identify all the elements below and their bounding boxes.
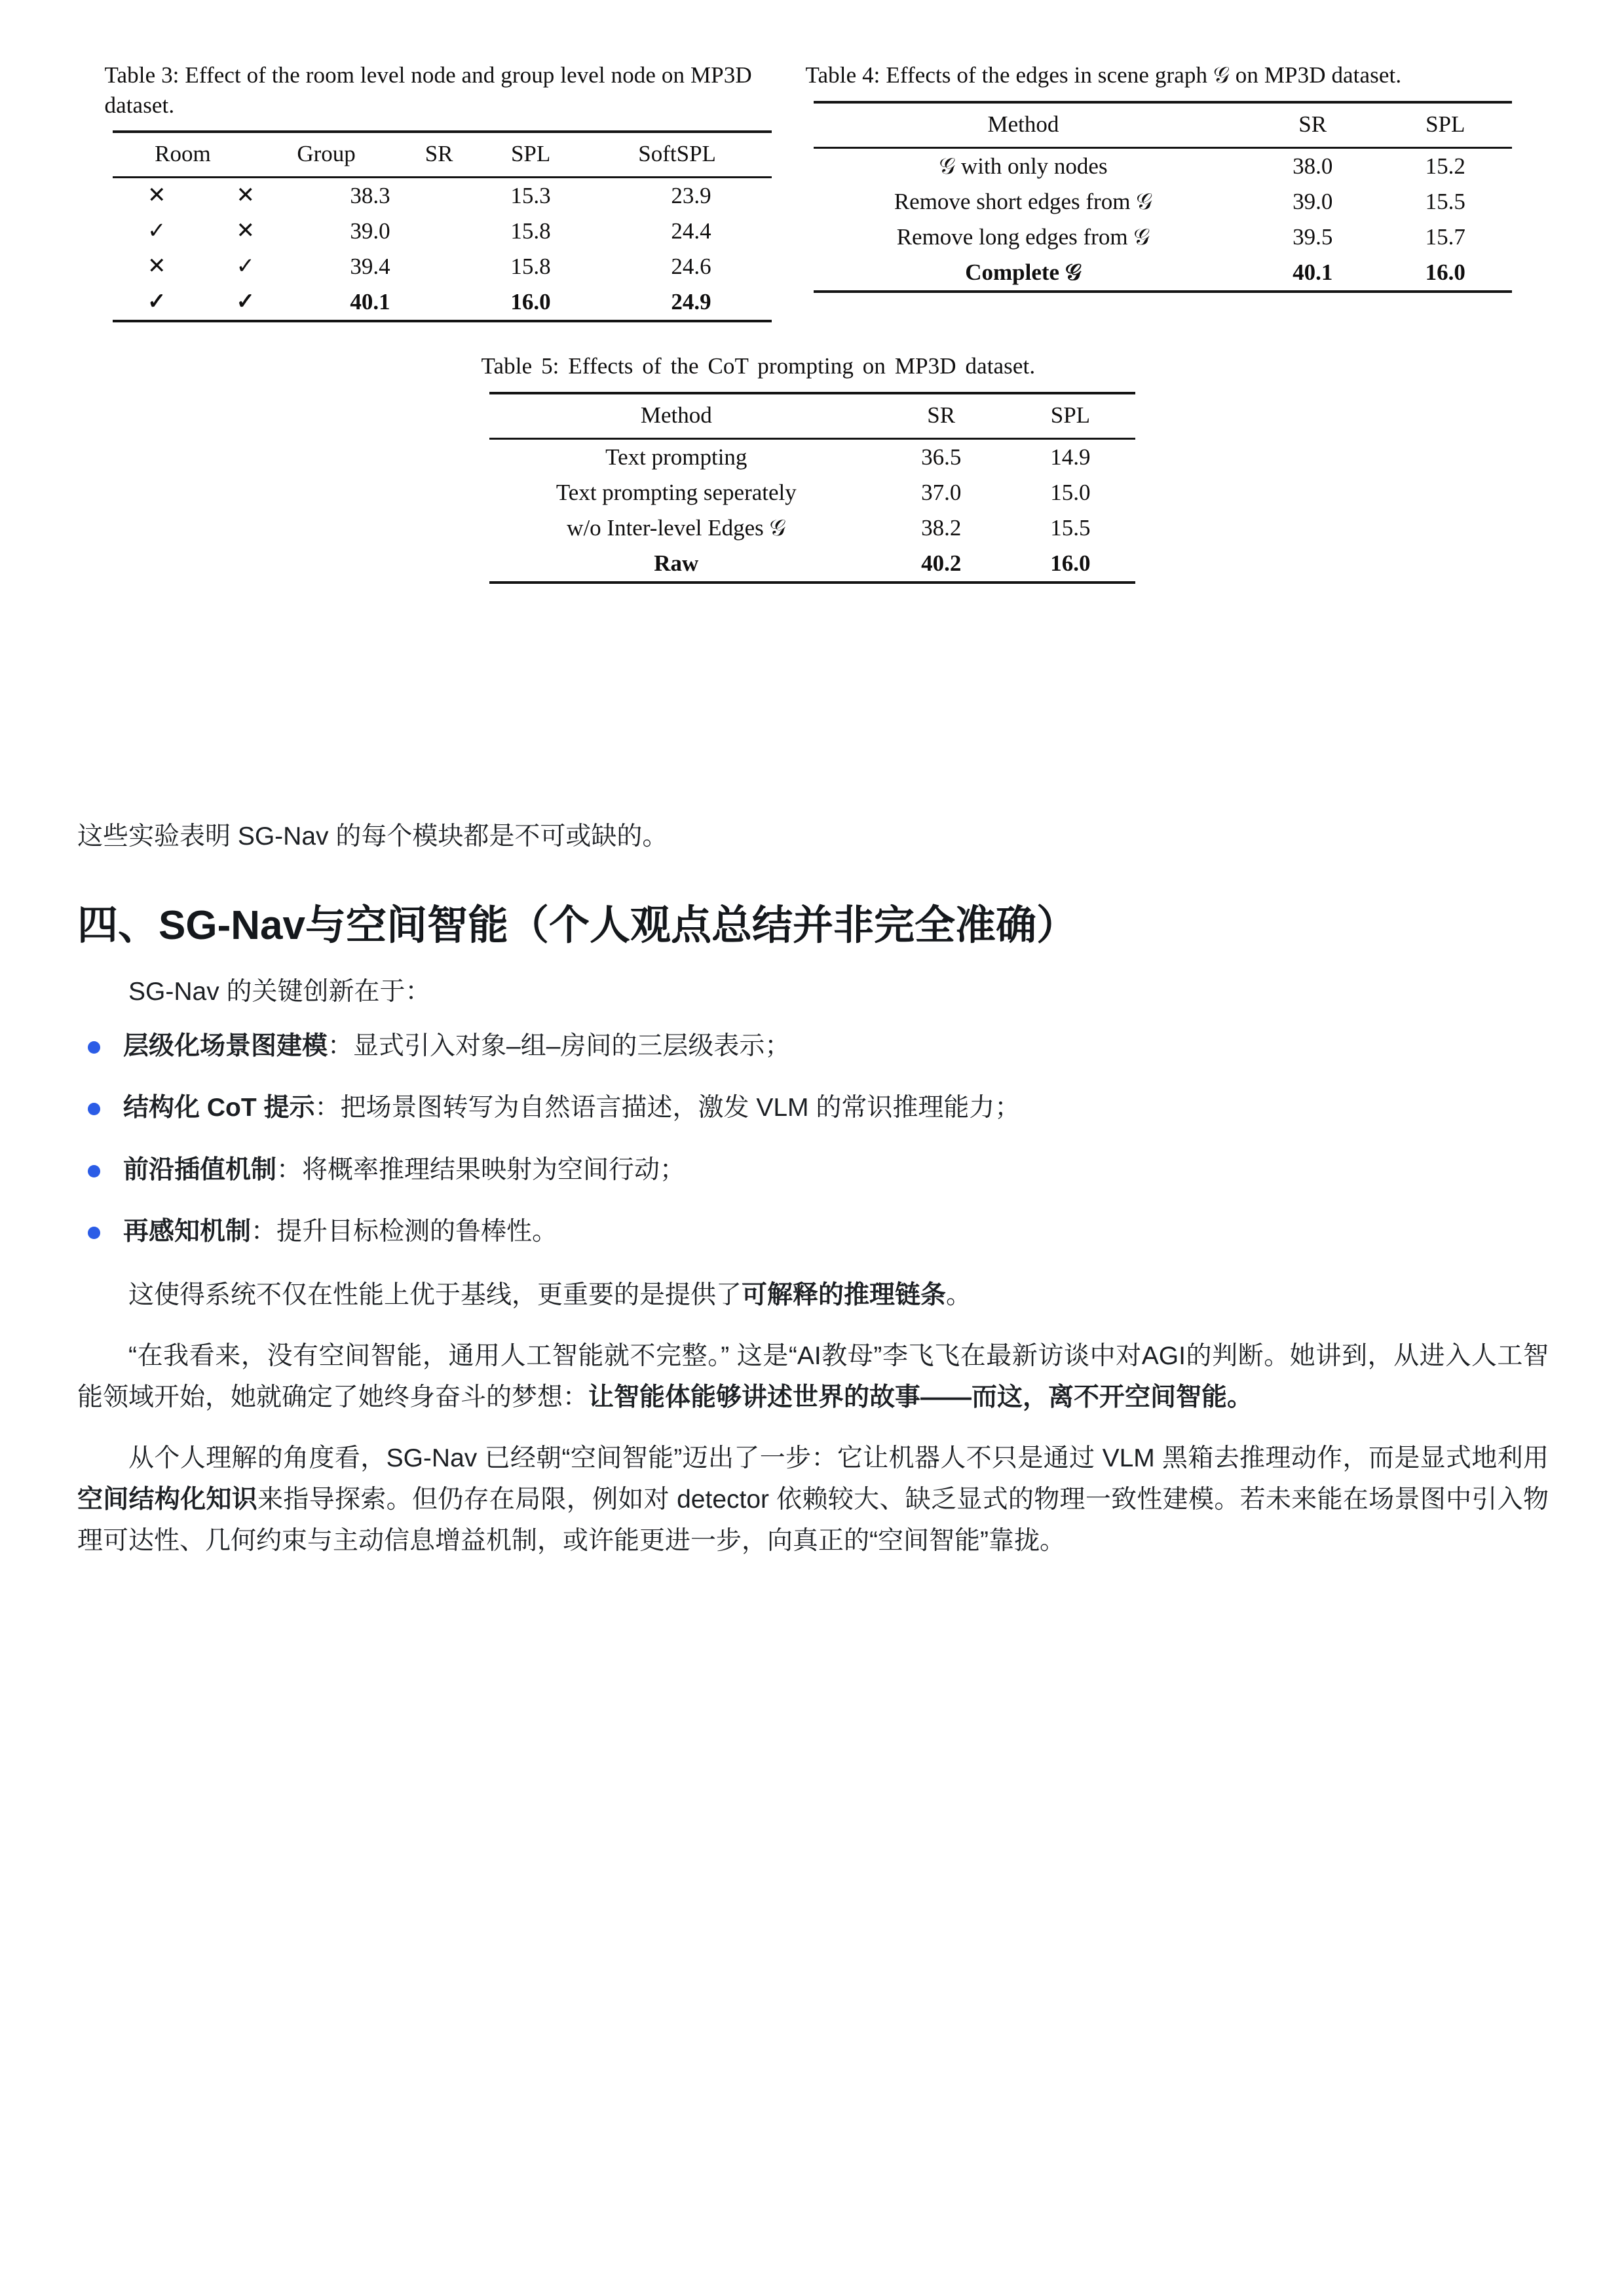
summary-paragraph: 这些实验表明 SG-Nav 的每个模块都是不可或缺的。 <box>77 822 668 851</box>
table5-bottomrule <box>489 581 1135 584</box>
table5 <box>489 394 1135 438</box>
table5-r3-spl: 15.5 <box>1050 514 1091 541</box>
table5-r2-method: Text prompting seperately <box>556 479 797 505</box>
table5-col-sr: SR <box>927 402 956 428</box>
table4-r4-method: Complete 𝒢 <box>965 259 1082 285</box>
bullet-dot-icon <box>88 1227 100 1239</box>
table3-r1-room: ✕ <box>147 183 166 208</box>
quote-text-pre: “在我看来，没有空间智能，通用人工智能就不完整。” 这是“AI教母”李飞飞在最新访谈中对AGI的判断。她讲到，从进入人工智能领域开始，她就确定了她终身奋斗的梦想： <box>77 1341 1549 1411</box>
table4-header-row <box>814 104 1512 147</box>
table4-r4-sr: 40.1 <box>1293 259 1333 285</box>
table4-head <box>814 104 1512 147</box>
table-row <box>489 475 1135 510</box>
table3-r1-sr: 38.3 <box>350 183 390 208</box>
closing-text-pre: 从个人理解的角度看，SG-Nav 已经朝“空间智能”迈出了一步：它让机器人不只是通过 VLM 黑箱去推理动作，而是显式地利用 <box>128 1444 1549 1473</box>
table5-r1-sr: 36.5 <box>921 444 962 470</box>
page-title: 四、SG-Nav与空间智能（个人观点总结并非完全准确） <box>77 903 1077 949</box>
effect-text-bold: 可解释的推理链条 <box>742 1280 947 1309</box>
table3-col-spl: SPL <box>510 141 551 166</box>
table3-r4-group: ✓ <box>236 290 255 314</box>
table3-col-group: Group <box>297 141 356 166</box>
bullet-dot-icon <box>88 1041 100 1054</box>
table3-r4-spl: 16.0 <box>510 289 551 315</box>
table5-r4-spl: 16.0 <box>1050 550 1091 576</box>
table4-r4-spl: 16.0 <box>1425 259 1465 285</box>
table3-header-row <box>113 133 772 176</box>
table4-col-method: Method <box>987 111 1059 137</box>
effect-text-post: 。 <box>946 1280 972 1309</box>
bullet-desc: ：把场景图转写为自然语言描述，激发 VLM 的常识推理能力； <box>314 1094 1021 1122</box>
table-row <box>814 184 1512 220</box>
list-item <box>77 1151 1549 1190</box>
table-row <box>113 178 772 214</box>
bullet-dot-icon <box>88 1165 100 1177</box>
table-row <box>814 255 1512 290</box>
table3-col-room: Room <box>155 141 211 166</box>
table3-r1-group: ✕ <box>236 183 255 208</box>
list-item <box>77 1027 1549 1066</box>
table3-r4-sr: 40.1 <box>350 289 390 315</box>
table-row <box>814 220 1512 255</box>
table4-body <box>814 149 1512 290</box>
table-row <box>113 284 772 320</box>
table-row <box>814 149 1512 184</box>
table5-block <box>482 351 1143 584</box>
effect-text-pre: 这使得系统不仅在性能上优于基线，更重要的是提供了 <box>128 1280 742 1309</box>
table3-body <box>113 178 772 320</box>
table3-r2-spl: 15.8 <box>510 218 551 244</box>
table4-block <box>806 60 1520 293</box>
table3-body-table <box>113 178 772 320</box>
table4-r1-sr: 38.0 <box>1293 153 1333 179</box>
spacer <box>77 1316 1549 1335</box>
closing-text-bold: 空间结构化知识 <box>77 1485 258 1514</box>
table4-r2-spl: 15.5 <box>1425 188 1465 214</box>
closing-text-post: 来指导探索。但仍存在局限，例如对 detector 依赖较大、缺乏显式的物理一致性建模。若未来能在场景图中引入物理可达性、几何约束与主动信息增益机制，或许能更进一步，向真正的“空间智能”靠拢。 <box>77 1485 1549 1556</box>
effect-paragraph <box>77 1274 1549 1316</box>
table3-r1-spl: 15.3 <box>510 183 551 208</box>
table5-r3-sr: 38.2 <box>921 514 962 541</box>
table3-r2-group: ✕ <box>236 219 255 243</box>
table3-r3-group: ✓ <box>236 254 255 278</box>
article-body <box>77 816 1549 1562</box>
table3 <box>113 133 772 176</box>
quote-paragraph <box>77 1335 1549 1418</box>
table3-bottomrule <box>113 320 772 322</box>
table5-caption: Table 5: Effects of the CoT prompting on MP3D dataset. <box>481 353 1036 379</box>
intro-paragraph: SG-Nav 的关键创新在于： <box>128 977 431 1006</box>
table3-r2-softspl: 24.4 <box>671 218 711 244</box>
table3-col-softspl: SoftSPL <box>638 141 716 166</box>
tables-row-top <box>0 60 1624 322</box>
table5-body-table <box>489 440 1135 581</box>
table4-r3-sr: 39.5 <box>1293 223 1333 250</box>
table5-r2-sr: 37.0 <box>921 479 962 505</box>
table4 <box>814 104 1512 147</box>
bullet-term: 再感知机制 <box>123 1217 252 1246</box>
table4-r3-method: Remove long edges from 𝒢 <box>896 223 1150 250</box>
table5-r1-method: Text prompting <box>605 444 747 470</box>
table5-col-spl: SPL <box>1050 402 1091 428</box>
table5-r1-spl: 14.9 <box>1050 444 1091 470</box>
table4-col-spl: SPL <box>1426 111 1465 137</box>
table3-caption: Table 3: Effect of the room level node and group level node on MP3D dataset. <box>104 62 752 118</box>
table3-r3-room: ✕ <box>147 254 166 278</box>
table3-head <box>113 133 772 176</box>
bullet-term: 前沿插值机制 <box>123 1155 277 1184</box>
table5-body <box>489 440 1135 581</box>
table3-r3-sr: 39.4 <box>350 254 390 279</box>
table-row <box>489 546 1135 581</box>
table4-wrap <box>806 101 1520 293</box>
table4-r1-method: 𝒢 with only nodes <box>939 153 1108 179</box>
bullet-desc: ：将概率推理结果映射为空间行动； <box>276 1155 686 1184</box>
table-row <box>489 440 1135 475</box>
bullet-term: 层级化场景图建模 <box>123 1031 328 1060</box>
table3-r4-room: ✓ <box>147 290 166 314</box>
quote-text-bold: 让智能体能够讲述世界的故事——而这，离不开空间智能。 <box>588 1383 1253 1411</box>
table3-col-sr: SR <box>425 141 453 166</box>
table-row <box>489 510 1135 546</box>
table5-r3-method: w/o Inter-level Edges 𝒢 <box>567 514 786 541</box>
table4-col-sr: SR <box>1298 111 1327 137</box>
table5-r2-spl: 15.0 <box>1050 479 1091 505</box>
table4-r1-spl: 15.2 <box>1425 153 1465 179</box>
table3-r2-room: ✓ <box>147 219 166 243</box>
list-item <box>77 1212 1549 1252</box>
table3-r3-spl: 15.8 <box>510 254 551 279</box>
table-row <box>113 249 772 284</box>
table3-block <box>105 60 780 322</box>
table5-header-row <box>489 394 1135 438</box>
table5-r4-method: Raw <box>654 550 699 576</box>
bullet-term: 结构化 CoT 提示 <box>123 1094 315 1122</box>
table4-r2-sr: 39.0 <box>1293 188 1333 214</box>
table5-r4-sr: 40.2 <box>921 550 962 576</box>
table3-r2-sr: 39.0 <box>350 218 390 244</box>
bullet-dot-icon <box>88 1103 100 1115</box>
table3-r3-softspl: 24.6 <box>671 254 711 279</box>
table5-col-method: Method <box>640 402 712 428</box>
bullet-desc: ：提升目标检测的鲁棒性。 <box>251 1217 558 1246</box>
closing-paragraph <box>77 1438 1549 1562</box>
table5-head <box>489 394 1135 438</box>
list-item <box>77 1088 1549 1128</box>
table4-body-table <box>814 149 1512 290</box>
table4-r2-method: Remove short edges from 𝒢 <box>894 188 1153 214</box>
table4-r3-spl: 15.7 <box>1425 223 1465 250</box>
spacer <box>77 1418 1549 1438</box>
table-row <box>113 214 772 249</box>
table4-bottomrule <box>814 290 1512 293</box>
table5-wrap <box>482 392 1143 584</box>
table3-wrap <box>105 130 780 322</box>
table3-r1-softspl: 23.9 <box>671 183 711 208</box>
bullet-desc: ：显式引入对象–组–房间的三层级表示； <box>328 1031 791 1060</box>
key-innovations-list <box>77 1027 1549 1252</box>
table4-caption: Table 4: Effects of the edges in scene graph 𝒢 on MP3D dataset. <box>805 62 1402 88</box>
table3-r4-softspl: 24.9 <box>671 289 711 315</box>
tables-area <box>0 60 1624 584</box>
